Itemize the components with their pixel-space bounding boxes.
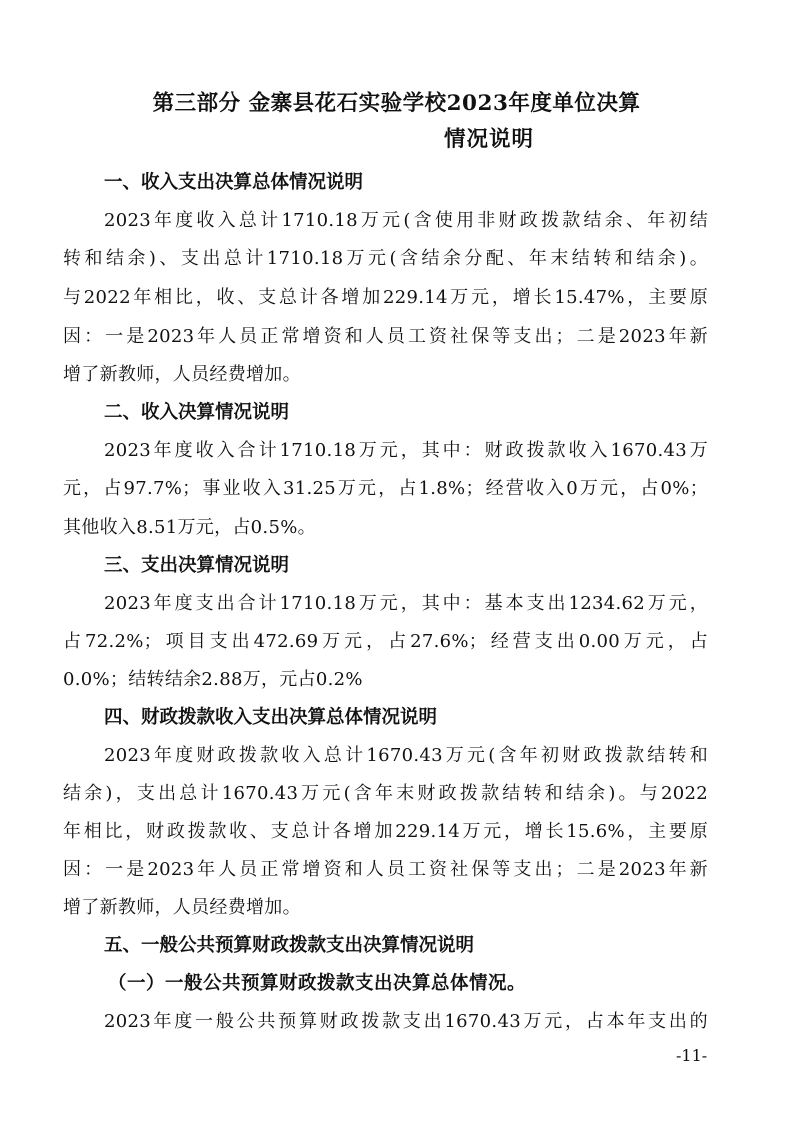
paragraph-line: 其他收入8.51万元，占0.5%。 xyxy=(63,517,316,538)
document-title: 第三部分 金寨县花石实验学校2023年度单位决算 xyxy=(152,91,641,116)
paragraph-line: 转和结余)、支出总计1710.18万元(含结余分配、年末结转和结余)。 xyxy=(63,248,708,269)
paragraph-line: 与2022年相比，收、支总计各增加229.14万元，增长15.47%，主要原 xyxy=(63,287,708,308)
paragraph-line: 元，占97.7%；事业收入31.25万元，占1.8%；经营收入0万元，占0%； xyxy=(63,478,708,499)
paragraph-line: 年相比，财政拨款收、支总计各增加229.14万元，增长15.6%，主要原 xyxy=(63,821,708,842)
paragraph-line: 占72.2%；项目支出472.69万元，占27.6%；经营支出0.00万元，占 xyxy=(63,631,708,652)
subsection-heading: （一）一般公共预算财政拨款支出决算总体情况。 xyxy=(108,973,527,994)
paragraph-line: 增了新教师，人员经费增加。 xyxy=(63,897,301,918)
paragraph-line: 增了新教师，人员经费增加。 xyxy=(63,364,301,385)
paragraph-line: 0.0%；结转结余2.88万，元占0.2% xyxy=(63,669,363,690)
section-heading-income-expenditure-overview: 一、收入支出决算总体情况说明 xyxy=(104,172,364,193)
paragraph-line: 因：一是2023年人员正常增资和人员工资社保等支出；二是2023年新 xyxy=(63,326,708,347)
section-heading-fiscal-appropriation: 四、财政拨款收入支出决算总体情况说明 xyxy=(104,707,438,728)
paragraph-line: 结余)，支出总计1670.43万元(含年末财政拨款结转和结余)。与2022 xyxy=(63,783,708,804)
page-number: -11- xyxy=(676,1046,708,1065)
section-heading-income: 二、收入决算情况说明 xyxy=(104,402,290,423)
paragraph-line: 2023年度收入总计1710.18万元(含使用非财政拨款结余、年初结 xyxy=(104,210,708,231)
paragraph-line: 2023年度支出合计1710.18万元，其中：基本支出1234.62万元， xyxy=(104,593,708,614)
section-heading-expenditure: 三、支出决算情况说明 xyxy=(104,555,290,576)
paragraph-line: 2023年度一般公共预算财政拨款支出1670.43万元，占本年支出的 xyxy=(104,1011,708,1032)
paragraph-line: 2023年度财政拨款收入总计1670.43万元(含年初财政拨款结转和 xyxy=(104,745,708,766)
paragraph-line: 2023年度收入合计1710.18万元，其中：财政拨款收入1670.43万 xyxy=(104,440,708,461)
document-title-continuation: 情况说明 xyxy=(444,127,535,152)
section-heading-general-budget: 五、一般公共预算财政拨款支出决算情况说明 xyxy=(104,935,475,956)
paragraph-line: 因：一是2023年人员正常增资和人员工资社保等支出；二是2023年新 xyxy=(63,859,708,880)
